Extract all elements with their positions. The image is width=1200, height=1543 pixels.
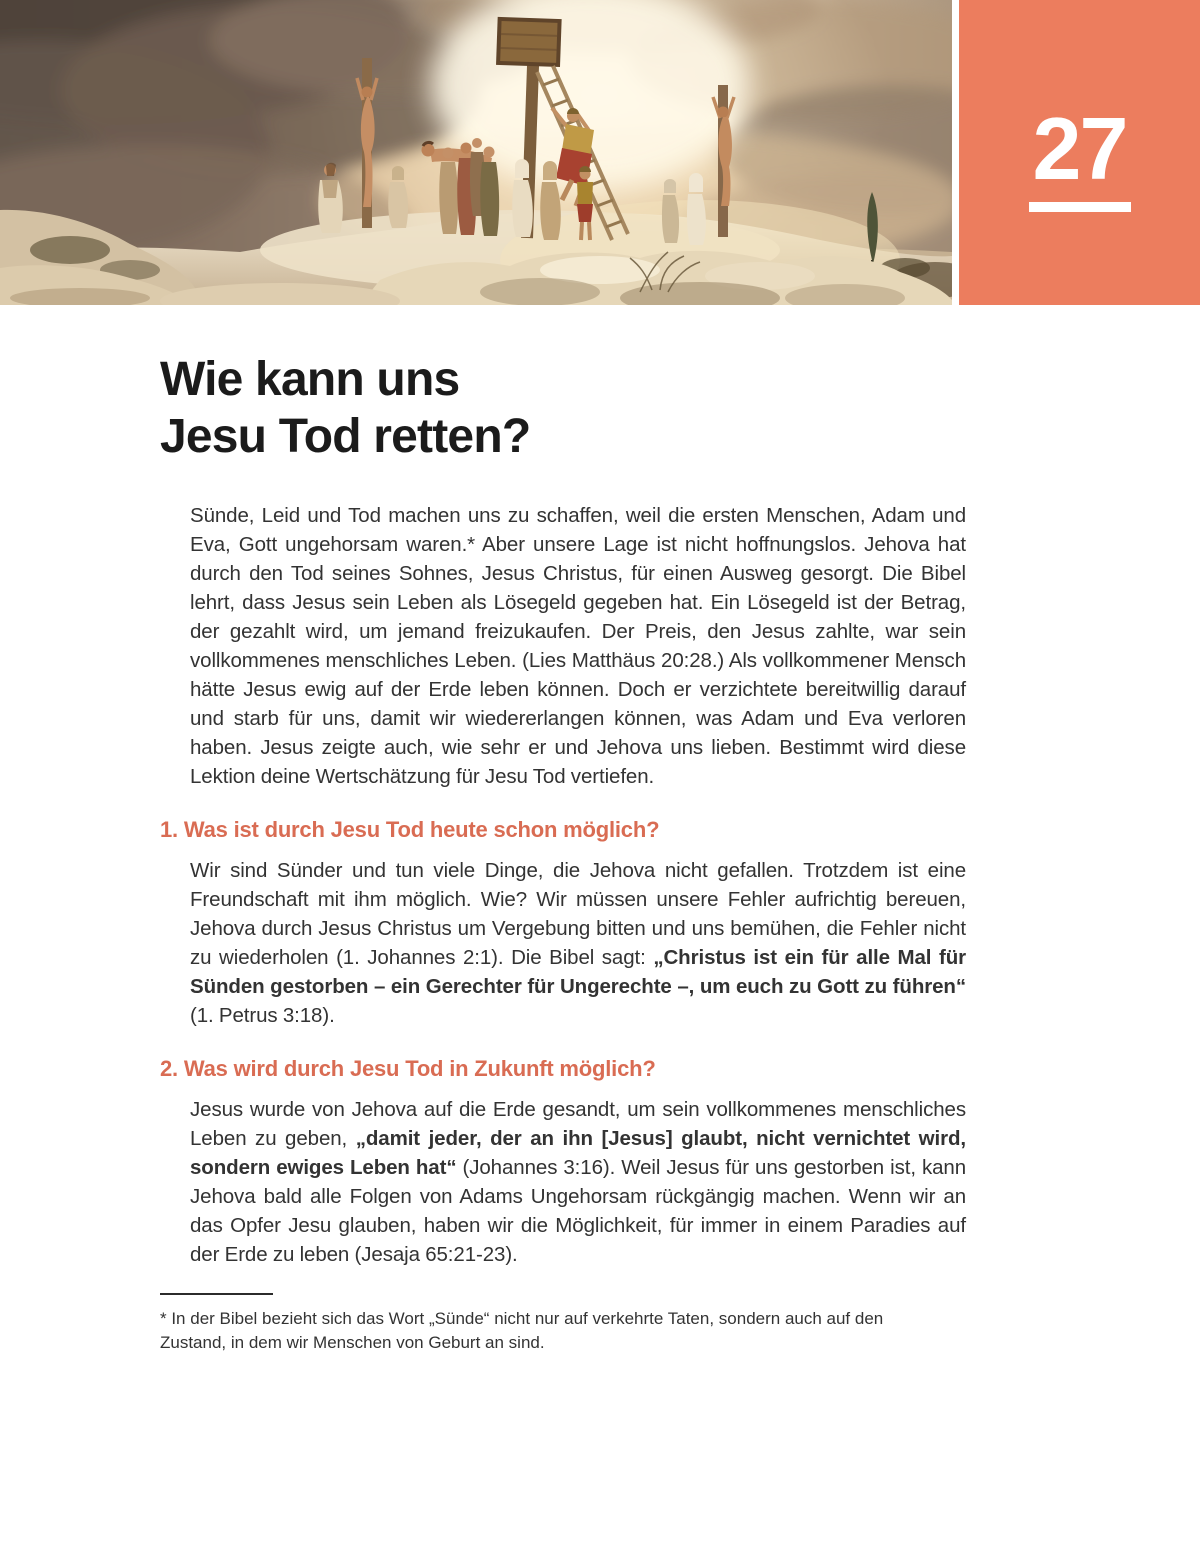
footnote-rule xyxy=(160,1293,273,1295)
body-text-segment: (1. Petrus 3:18). xyxy=(190,1004,335,1027)
scripture-quote-bold: „Christus ist ein für alle Mal für Sünden gestorben – ein Gerechter für Ungerechte –, um euch zu Gott zu führen“ xyxy=(190,946,966,998)
page-title-line2: Jesu Tod retten? xyxy=(160,410,531,463)
footnote-text: * In der Bibel bezieht sich das Wort „Sünde“ nicht nur auf verkehrte Taten, sondern auch auf den Zustand, in dem wir Menschen von Geburt an sind. xyxy=(160,1309,884,1352)
intro-paragraph xyxy=(190,501,966,791)
page-title-line1: Wie kann uns xyxy=(160,353,460,406)
content-column xyxy=(0,351,1200,1355)
lesson-number-underline xyxy=(1029,202,1131,212)
intro-block xyxy=(190,501,966,791)
section-1-heading: 1. Was ist durch Jesu Tod heute schon möglich? xyxy=(160,817,660,842)
section-1-block xyxy=(190,856,966,1030)
section-2-paragraph xyxy=(190,1095,966,1269)
lesson-number-badge xyxy=(959,0,1200,305)
scripture-quote-bold: „damit jeder, der an ihn [Jesus] glaubt, nicht vernichtet wird, sondern ewiges Leben hat“ xyxy=(190,1127,966,1179)
lesson-number: 27 xyxy=(1032,98,1127,198)
section-2-block xyxy=(190,1095,966,1269)
section-1-paragraph xyxy=(190,856,966,1030)
footnote-block xyxy=(160,1293,966,1355)
section-2-heading: 2. Was wird durch Jesu Tod in Zukunft möglich? xyxy=(160,1056,656,1081)
body-text-segment: (Johannes 3:16). Weil Jesus für uns gestorben ist, kann Jehova bald alle Folgen von Adams Ungehorsam rückgängig machen. Wenn wir an das Opfer Jesu glauben, haben wir die Möglichkeit, für immer in einem Paradies auf der Erde zu leben (Jesaja 65:21-23). xyxy=(190,1156,966,1266)
hero-gap xyxy=(952,0,959,305)
body-text-segment: Wir sind Sünder und tun viele Dinge, die Jehova nicht gefallen. Trotzdem ist eine Freundschaft mit ihm möglich. Wie? Wir müssen unsere Fehler aufrichtig bereuen, Jehova durch Jesus Christus um Vergebung bitten und uns bemühen, die Fehler nicht zu wiederholen (1. Johannes 2:1). Die Bibel sagt: xyxy=(190,859,966,969)
body-text-segment: Sünde, Leid und Tod machen uns zu schaffen, weil die ersten Menschen, Adam und Eva, Gott ungehorsam waren.* Aber unsere Lage ist nicht hoffnungslos. Jehova hat durch den Tod seines Sohnes, Jesus Christus, für einen Ausweg gesorgt. Die Bibel lehrt, dass Jesus sein Leben als Lösegeld gegeben hat. Ein Lösegeld ist der Betrag, der gezahlt wird, um jemand freizukaufen. Der Preis, den Jesus zahlte, war sein vollkommenes menschliches Leben. (Lies Matthäus 20:28.) Als vollkommener Mensch hätte Jesus ewig auf der Erde leben können. Doch er verzichtete bereitwillig darauf und starb für uns, damit wir wiedererlangen können, was Adam und Eva verloren haben. Jesus zeigte auch, wie sehr er und Jehova uns lieben. Bestimmt wird diese Lektion deine Wertschätzung für Jesu Tod vertiefen. xyxy=(190,504,966,788)
hero-row xyxy=(0,0,1200,305)
body-text-segment: Jesus wurde von Jehova auf die Erde gesandt, um sein vollkommenes menschliches Leben zu geben, xyxy=(190,1098,966,1150)
page-title xyxy=(160,351,966,465)
hero-illustration xyxy=(0,0,952,305)
